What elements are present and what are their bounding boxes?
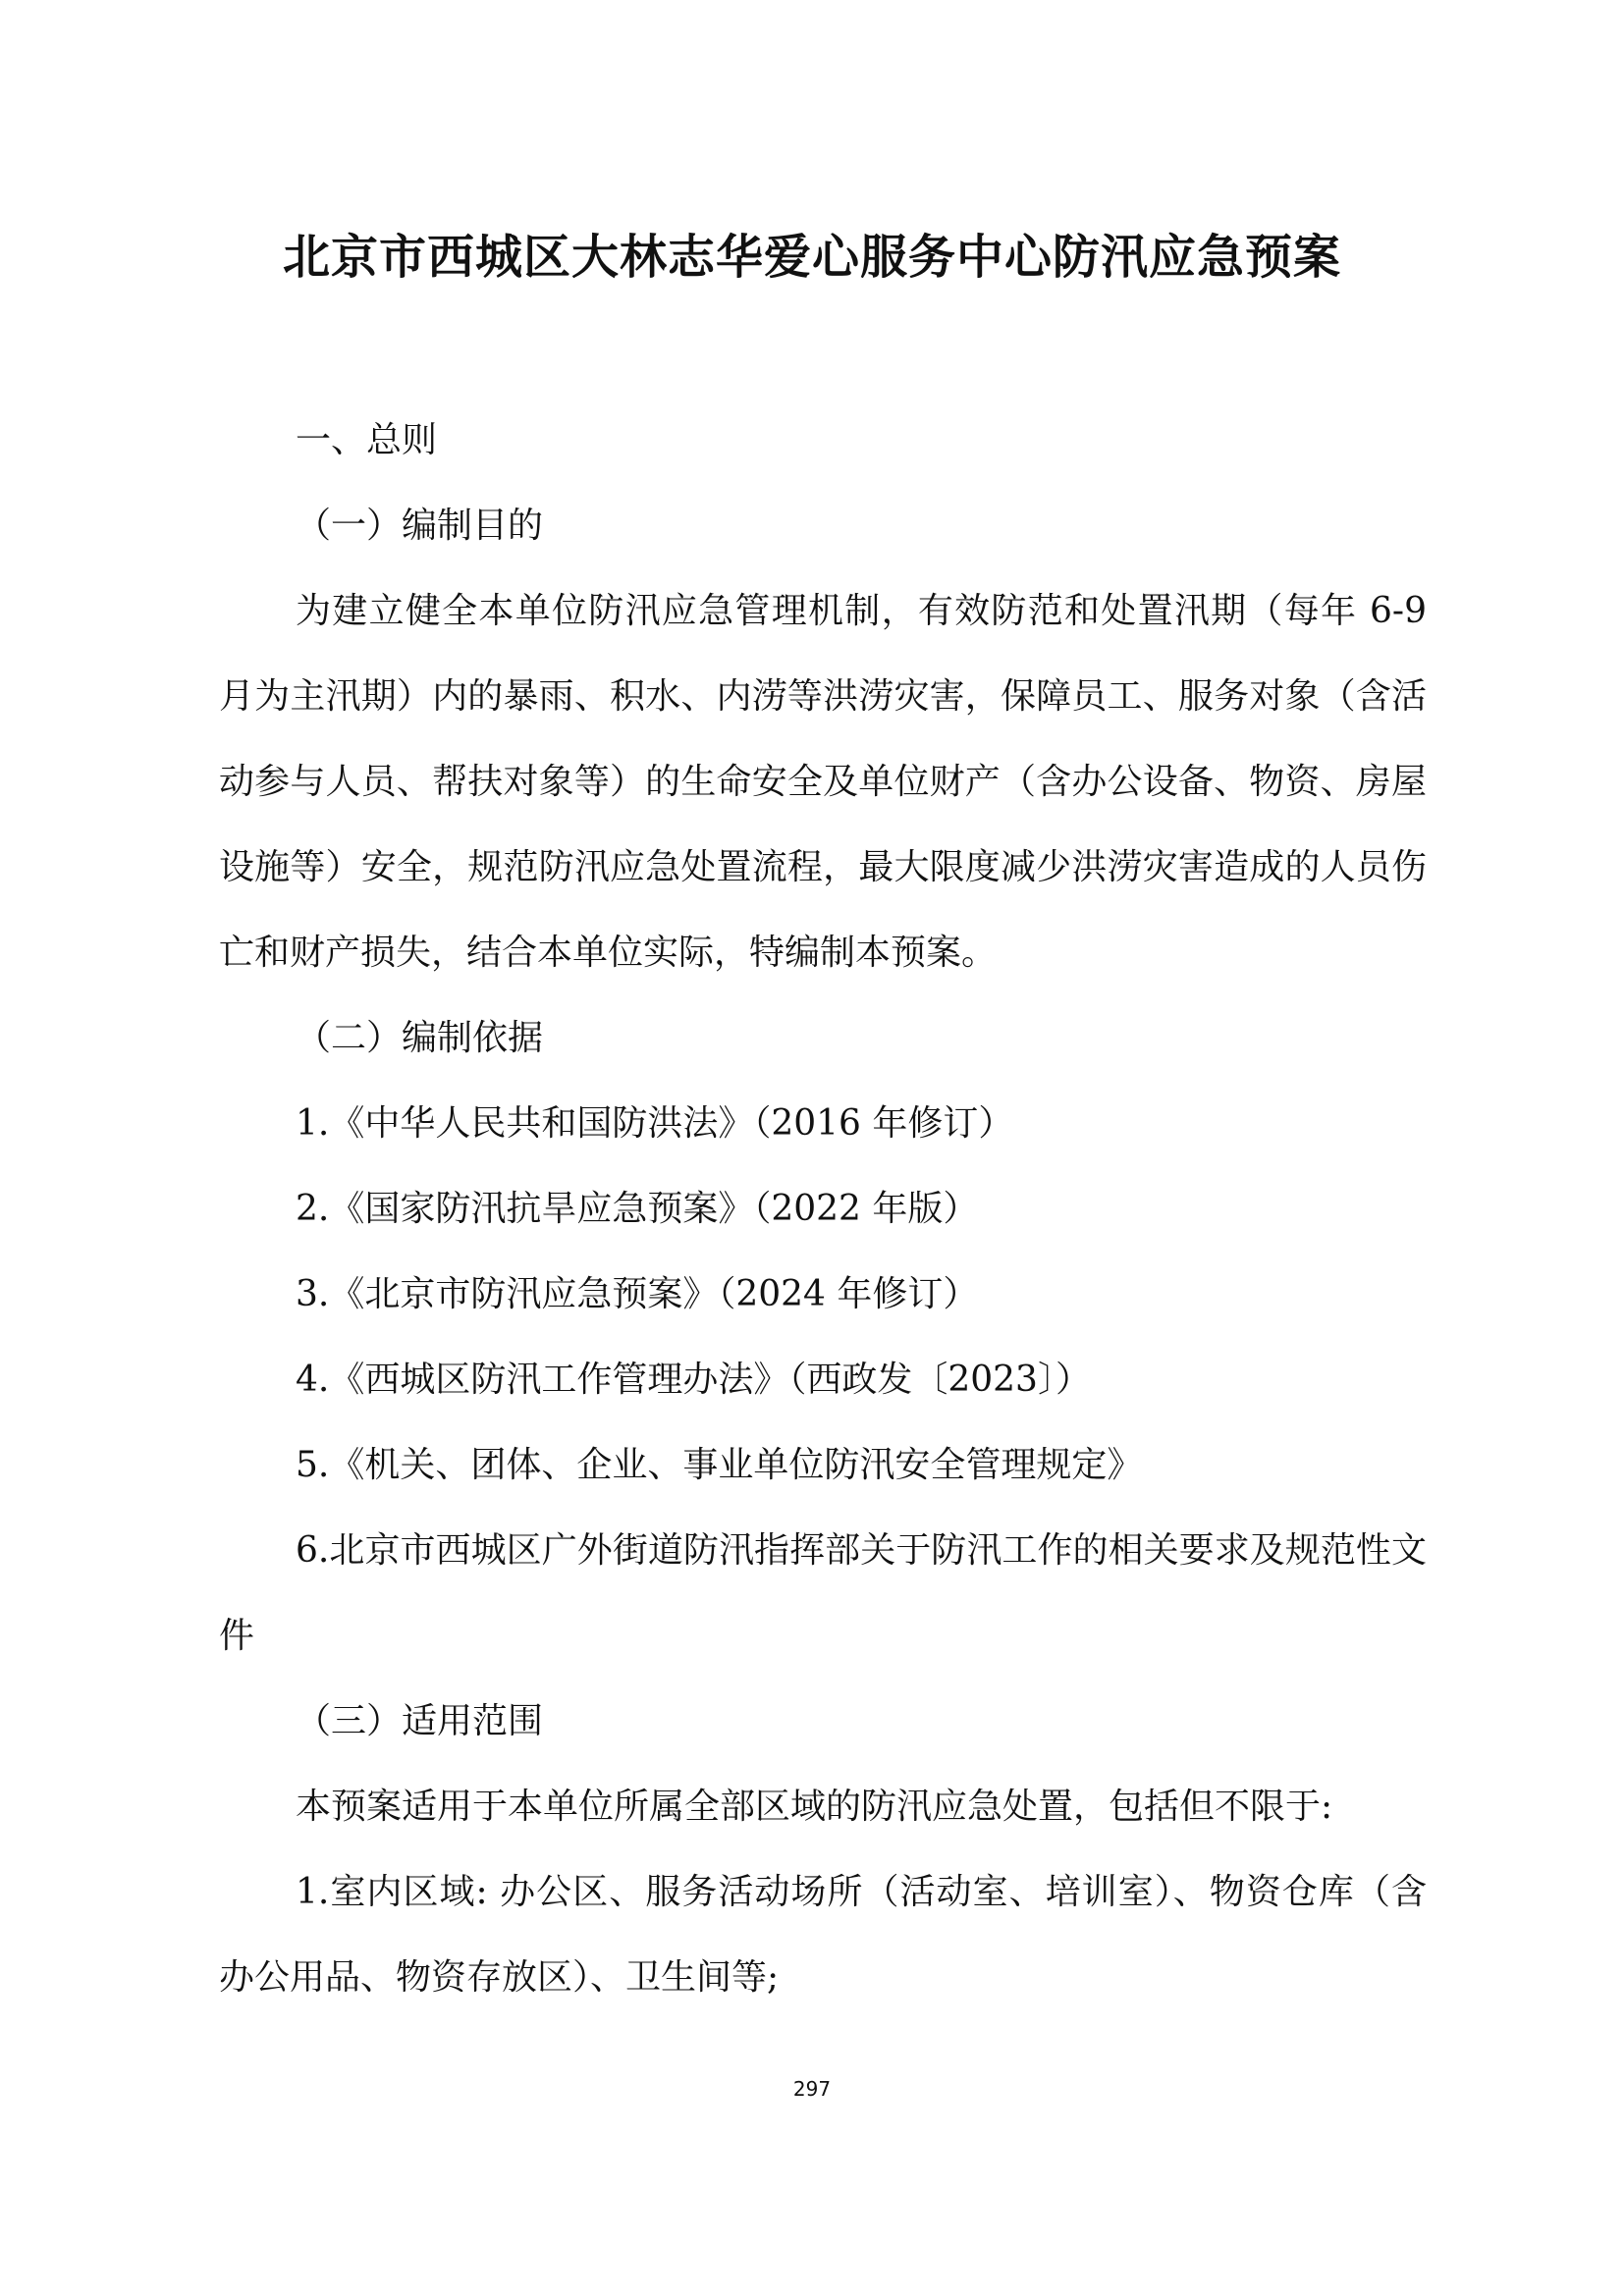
basis-item: 3.《北京市防汛应急预案》（2024 年修订）: [296, 1274, 979, 1314]
subsection-heading-purpose: （一）编制目的: [296, 506, 544, 546]
basis-item: 6.北京市西城区广外街道防汛指挥部关于防汛工作的相关要求及规范性文件: [219, 1530, 1427, 1656]
subsection-heading-scope: （三）适用范围: [296, 1701, 544, 1741]
document-body: [219, 398, 1427, 2020]
document-title: 北京市西城区大林志华爱心服务中心防汛应急预案: [282, 230, 1341, 285]
scope-paragraph: 本预案适用于本单位所属全部区域的防汛应急处置，包括但不限于:: [296, 1787, 1333, 1827]
subsection-heading-basis: （二）编制依据: [296, 1018, 544, 1058]
basis-item: 2.《国家防汛抗旱应急预案》（2022 年版）: [296, 1189, 979, 1229]
basis-item: 1.《中华人民共和国防洪法》（2016 年修订）: [296, 1103, 1014, 1144]
basis-item: 5.《机关、团体、企业、事业单位防汛安全管理规定》: [296, 1445, 1143, 1485]
page-number: 297: [792, 2077, 832, 2101]
purpose-paragraph: 为建立健全本单位防汛应急管理机制，有效防范和处置汛期（每年 6-9 月为主汛期）内的暴雨、积水、内涝等洪涝灾害，保障员工、服务对象（含活动参与人员、帮扶对象等）的生命安全及单位财产（含办公设备、物资、房屋设施等）安全，规范防汛应急处置流程，最大限度减少洪涝灾害造成的人员伤亡和财产损失，结合本单位实际，特编制本预案。: [219, 591, 1427, 973]
basis-item: 4.《西城区防汛工作管理办法》（西政发〔2023〕）: [296, 1360, 1091, 1400]
section-heading-general: 一、总则: [296, 420, 438, 460]
scope-paragraph: 1.室内区域: 办公区、服务活动场所（活动室、培训室）、物资仓库（含办公用品、物资存放区）、卫生间等;: [219, 1872, 1427, 1998]
